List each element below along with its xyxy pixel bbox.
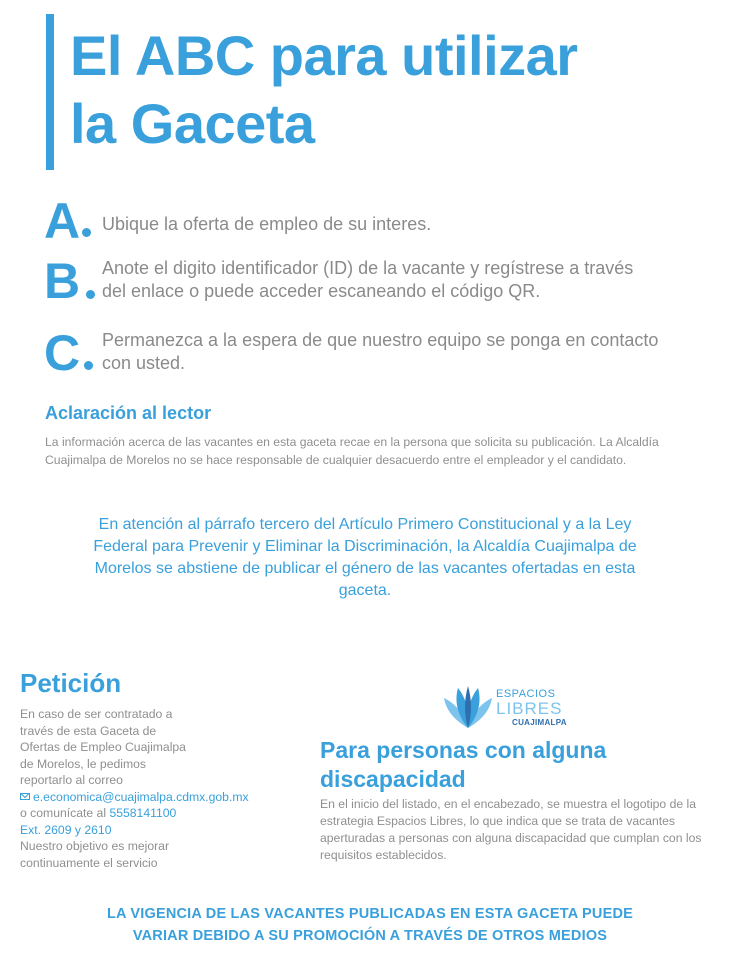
peticion-text: [20, 706, 310, 871]
step-c-dot: [84, 361, 93, 370]
step-c-text: Permanezca a la espera de que nuestro equipo se ponga en contacto con usted.: [102, 330, 659, 373]
email-link[interactable]: e.economica@cuajimalpa.cdmx.gob.mx: [33, 789, 249, 804]
step-a-dot: [82, 228, 91, 237]
footer-line-1: LA VIGENCIA DE LAS VACANTES PUBLICADAS EN ESTA GACETA PUEDE: [106, 906, 634, 922]
step-c: [44, 325, 694, 381]
phone-extension: Ext. 2609 y 2610: [20, 822, 112, 837]
espacios-libres-logo: [440, 682, 570, 732]
discapacidad-text: En el inicio del listado, en el encabezado, se muestra el logotipo de la estrategia Espacios Libres, lo que indica que se trata de vacantes aperturadas a personas con alguna discapacidad que cumplan con los requisitos establecidos.: [320, 797, 702, 862]
peticion-line: Ofertas de Empleo Cuajimalpa: [20, 740, 186, 754]
peticion-line: En caso de ser contratado a: [20, 707, 173, 721]
aclaracion-heading: Aclaración al lector: [45, 403, 212, 423]
step-c-letter: C: [44, 325, 81, 381]
discapacidad-heading: Para personas con alguna discapacidad: [320, 737, 607, 792]
step-b-dot: [86, 290, 95, 299]
aclaracion-text: La información acerca de las vacantes en esta gaceta recae en la persona que solicita su publicación. La Alcaldía Cuajimalpa de Morelos no se hace responsable de cualquier desacuerdo entre el empleador y el candidato.: [45, 435, 659, 467]
peticion-line: través de esta Gaceta de: [20, 723, 157, 738]
step-a-letter: A: [44, 193, 81, 249]
phone-link[interactable]: 5558141100: [109, 806, 177, 820]
email-row[interactable]: [20, 789, 310, 806]
non-discrimination-notice: En atención al párrafo tercero del Artículo Primero Constitucional y a la Ley Federal para Prevenir y Eliminar la Discriminación, la Alcaldía Cuajimalpa de Morelos se abstiene de publicar el género de las vacantes ofertadas en esta gaceta.: [93, 516, 637, 599]
peticion-line: de Morelos, le pedimos: [20, 756, 146, 771]
step-b: [44, 253, 694, 309]
page-title: [70, 22, 710, 158]
step-b-letter: B: [44, 253, 81, 309]
lotus-icon: [440, 682, 496, 732]
peticion-line: reportarlo al correo: [20, 773, 123, 787]
logo-word-espacios: ESPACIOS: [496, 688, 556, 700]
page-title-line-1: El ABC para utilizar: [70, 24, 578, 87]
phone-row: [20, 805, 310, 822]
title-accent-bar: [46, 14, 54, 170]
footer-line-2: VARIAR DEBIDO A SU PROMOCIÓN A TRAVÉS DE OTROS MEDIOS: [132, 928, 608, 944]
peticion-line: continuamente el servicio: [20, 855, 158, 870]
phone-prefix: o comunícate al: [20, 806, 110, 820]
logo-word-libres: LIBRES: [496, 699, 563, 718]
step-a-text: Ubique la oferta de empleo de su interes.: [102, 214, 432, 234]
peticion-line: Nuestro objetivo es mejorar: [20, 839, 170, 853]
footer-notice: [60, 903, 680, 947]
step-a: [44, 193, 694, 249]
logo-word-cuajimalpa: CUAJIMALPA: [512, 718, 567, 727]
step-b-text: Anote el digito identificador (ID) de la vacante y regístrese a través del enlace o puede acceder escaneando el código QR.: [102, 258, 634, 301]
page-title-line-2: la Gaceta: [70, 92, 315, 155]
envelope-icon: [20, 793, 30, 800]
peticion-heading: Petición: [20, 668, 122, 698]
